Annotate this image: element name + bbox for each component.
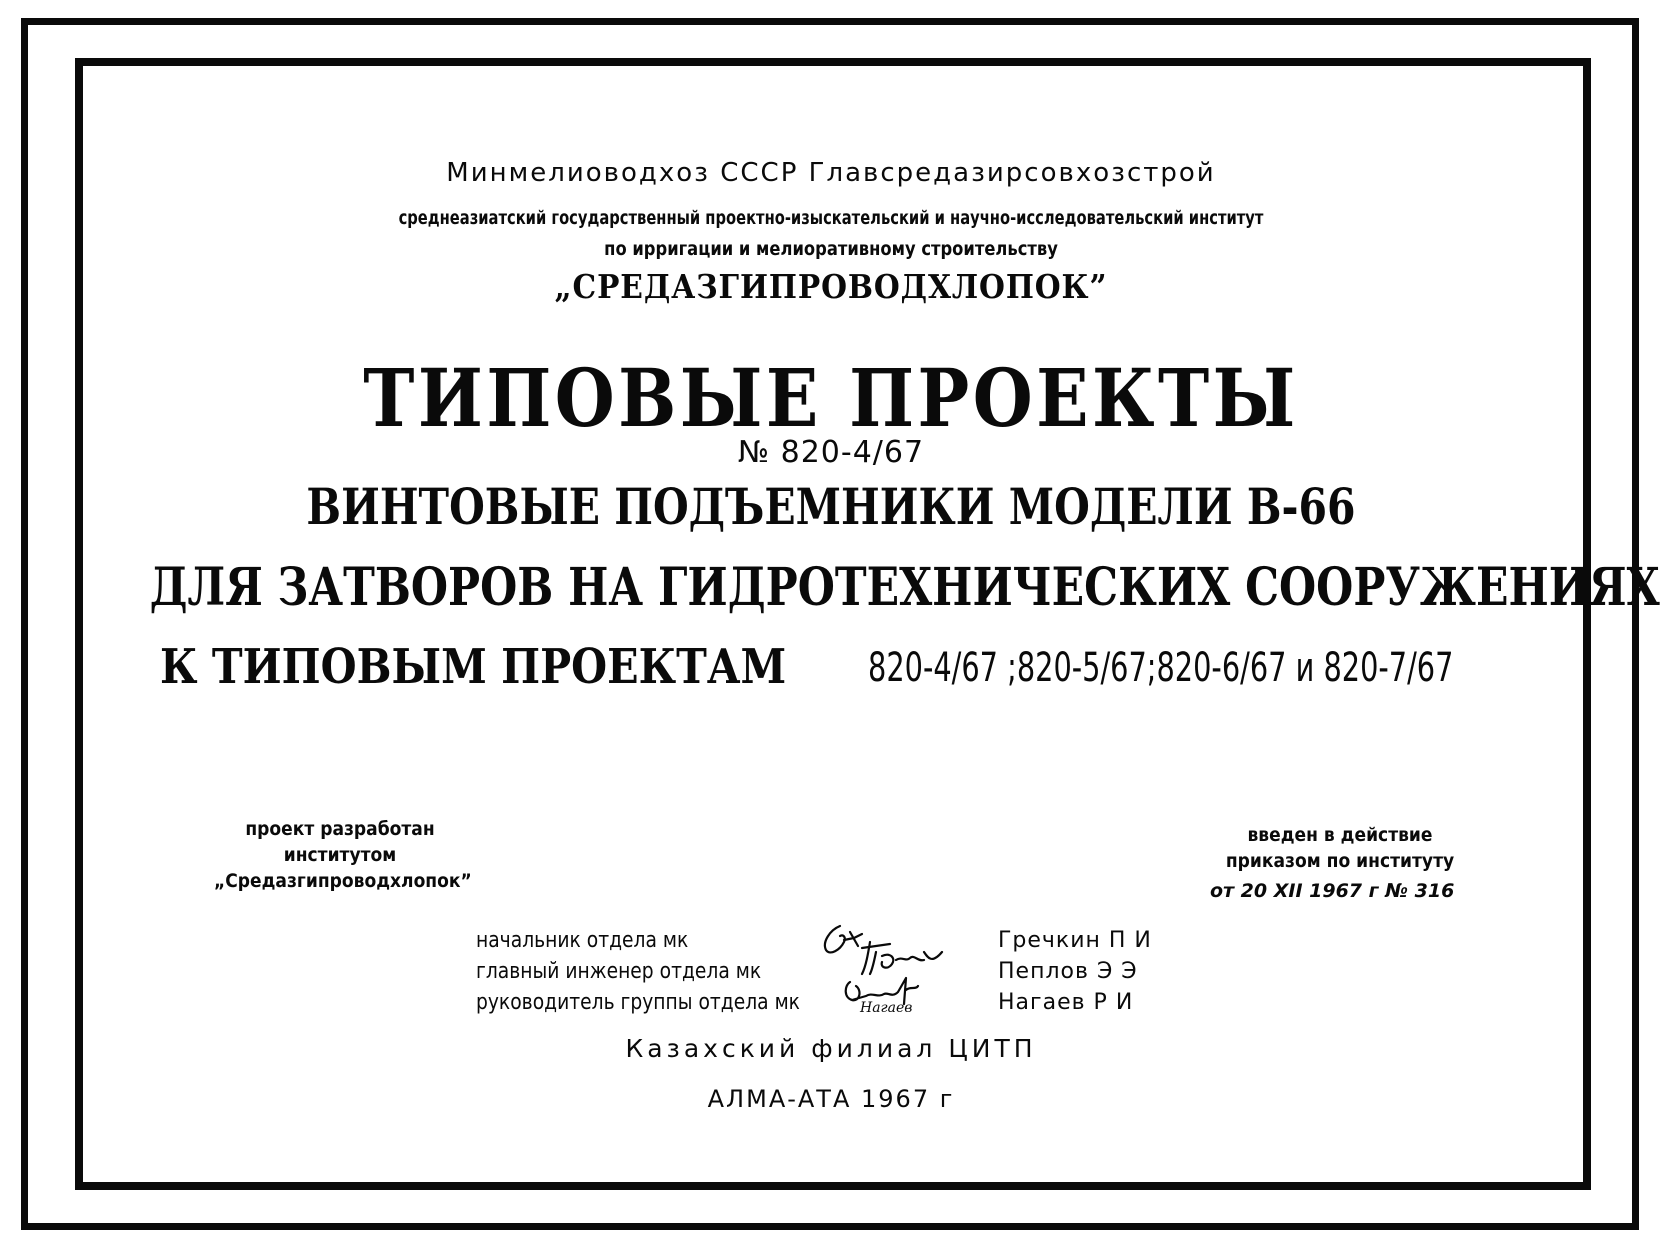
signature-1-stroke-b — [844, 932, 862, 946]
staff-name-1: Гречкин П И — [998, 928, 1152, 953]
staff-name-3: Нагаев Р И — [998, 990, 1134, 1015]
subtitle-line3-label: К ТИПОВЫМ ПРОЕКТАМ — [160, 639, 787, 695]
order-number: от 20 XII 1967 г № 316 — [1210, 880, 1455, 902]
staff-role-1: начальник отдела мк — [476, 928, 689, 953]
developed-by-line1: проект разработан — [245, 818, 435, 840]
institute-description-line1: среднеазиатский государственный проектно-изыскательский и научно-исследовательский институт — [398, 207, 1264, 229]
signature-1-stroke-a — [825, 926, 845, 952]
staff-role-3: руководитель группы отдела мк — [476, 990, 800, 1015]
signature-2-stroke-b — [882, 952, 942, 968]
introduced-line1: введен в действие — [1247, 824, 1433, 846]
signature-2-stroke-a — [862, 942, 890, 974]
document-title: ТИПОВЫЕ ПРОЕКТЫ — [363, 351, 1299, 445]
ministry-header: Минмелиоводхоз СССР Главсредазирсовхозстрой — [446, 158, 1216, 188]
branch-name: Казахский филиал ЦИТП — [625, 1034, 1037, 1063]
introduced-line2: приказом по институту — [1225, 850, 1455, 872]
staff-role-2: главный инженер отдела мк — [476, 959, 762, 984]
developed-by-line3: „Средазгипроводхлопок” — [214, 870, 472, 892]
project-number: № 820-4/67 — [737, 435, 925, 470]
institute-name: „СРЕДАЗГИПРОВОДХЛОПОК” — [554, 267, 1108, 306]
staff-name-2: Пеплов Э Э — [998, 959, 1138, 984]
institute-description-line2: по ирригации и мелиоративному строительству — [604, 238, 1058, 260]
city-year: АЛМА-АТА 1967 г — [707, 1085, 955, 1113]
signature-3-text: Нагаев — [860, 1000, 913, 1016]
subtitle-line1: ВИНТОВЫЕ ПОДЪЕМНИКИ МОДЕЛИ В-66 — [306, 477, 1356, 536]
signatures-graphic — [810, 912, 990, 1022]
related-projects-list: 820-4/67 ;820-5/67;820-6/67 и 820-7/67 — [868, 645, 1454, 691]
developed-by-line2: институтом — [283, 844, 397, 866]
subtitle-line2: ДЛЯ ЗАТВОРОВ НА ГИДРОТЕХНИЧЕСКИХ СООРУЖЕНИЯХ — [149, 557, 1660, 618]
